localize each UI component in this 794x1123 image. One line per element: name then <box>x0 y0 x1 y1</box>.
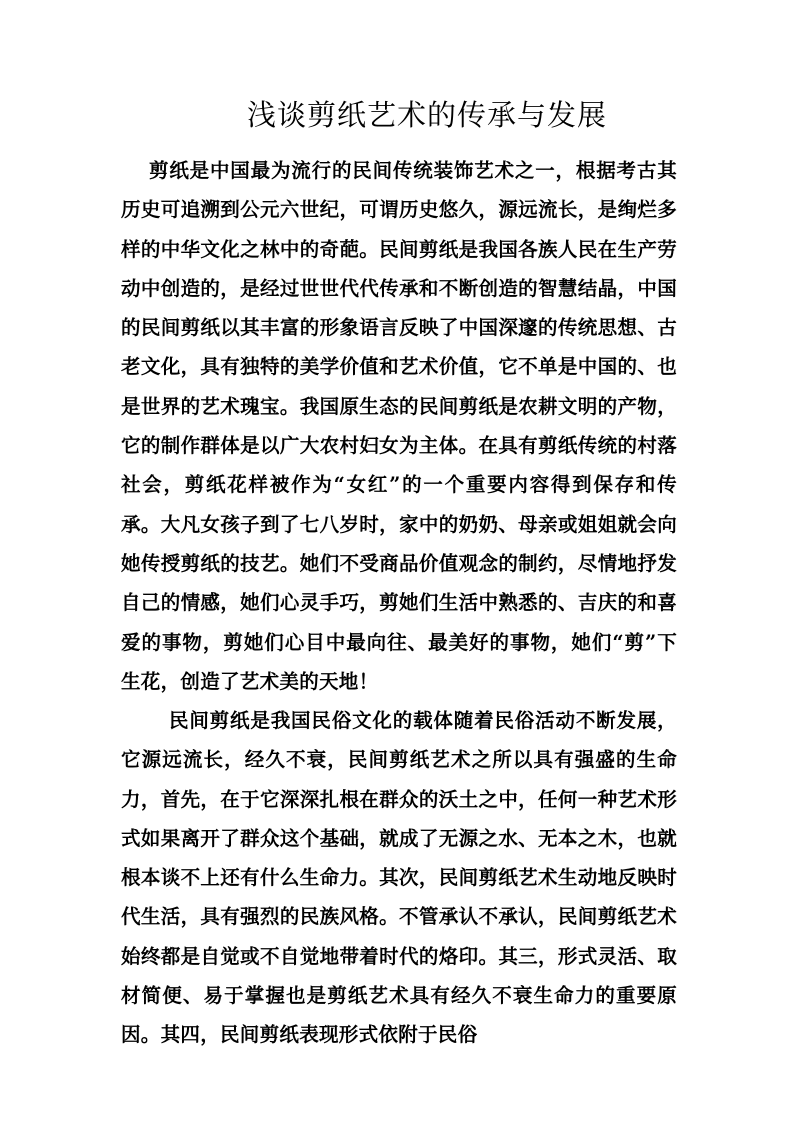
body-paragraph-2: 民间剪纸是我国民俗文化的载体随着民俗活动不断发展，它源远流长，经久不衰，民间剪纸艺术之所以具有强盛的生命力，首先，在于它深深扎根在群众的沃土之中，任何一种艺术形式如果离开了群众这个基础，就成了无源之水、无本之木，也就根本谈不上还有什么生命力。其次，民间剪纸艺术生动地反映时代生活，具有强烈的民族风格。不管承认不承认，民间剪纸艺术始终都是自觉或不自觉地带着时代的烙印。其三，形式灵活、取材简便、易于掌握也是剪纸艺术具有经久不衰生命力的重要原因。其四，民间剪纸表现形式依附于民俗 <box>121 709 677 1047</box>
body-paragraph-1: 剪纸是中国最为流行的民间传统装饰艺术之一，根据考古其历史可追溯到公元六世纪，可谓历史悠久，源远流长，是绚烂多样的中华文化之林中的奇葩。民间剪纸是我国各族人民在生产劳动中创造的，是经过世世代代传承和不断创造的智慧结晶，中国的民间剪纸以其丰富的形象语言反映了中国深邃的传统思想、古老文化，具有独特的美学价值和艺术价值，它不单是中国的、也是世界的艺术瑰宝。我国原生态的民间剪纸是农耕文明的产物，它的制作群体是以广大农村妇女为主体。在具有剪纸传统的村落社会，剪纸花样被作为“女红”的一个重要内容得到保存和传承。大凡女孩子到了七八岁时，家中的奶奶、母亲或姐姐就会向她传授剪纸的技艺。她们不受商品价值观念的制约，尽情地抒发自己的情感，她们心灵手巧，剪她们生活中熟悉的、吉庆的和喜爱的事物，剪她们心目中最向往、最美好的事物，她们“剪”下生花，创造了艺术美的天地！ <box>121 159 677 693</box>
document-title: 浅谈剪纸艺术的传承与发展 <box>246 98 607 132</box>
